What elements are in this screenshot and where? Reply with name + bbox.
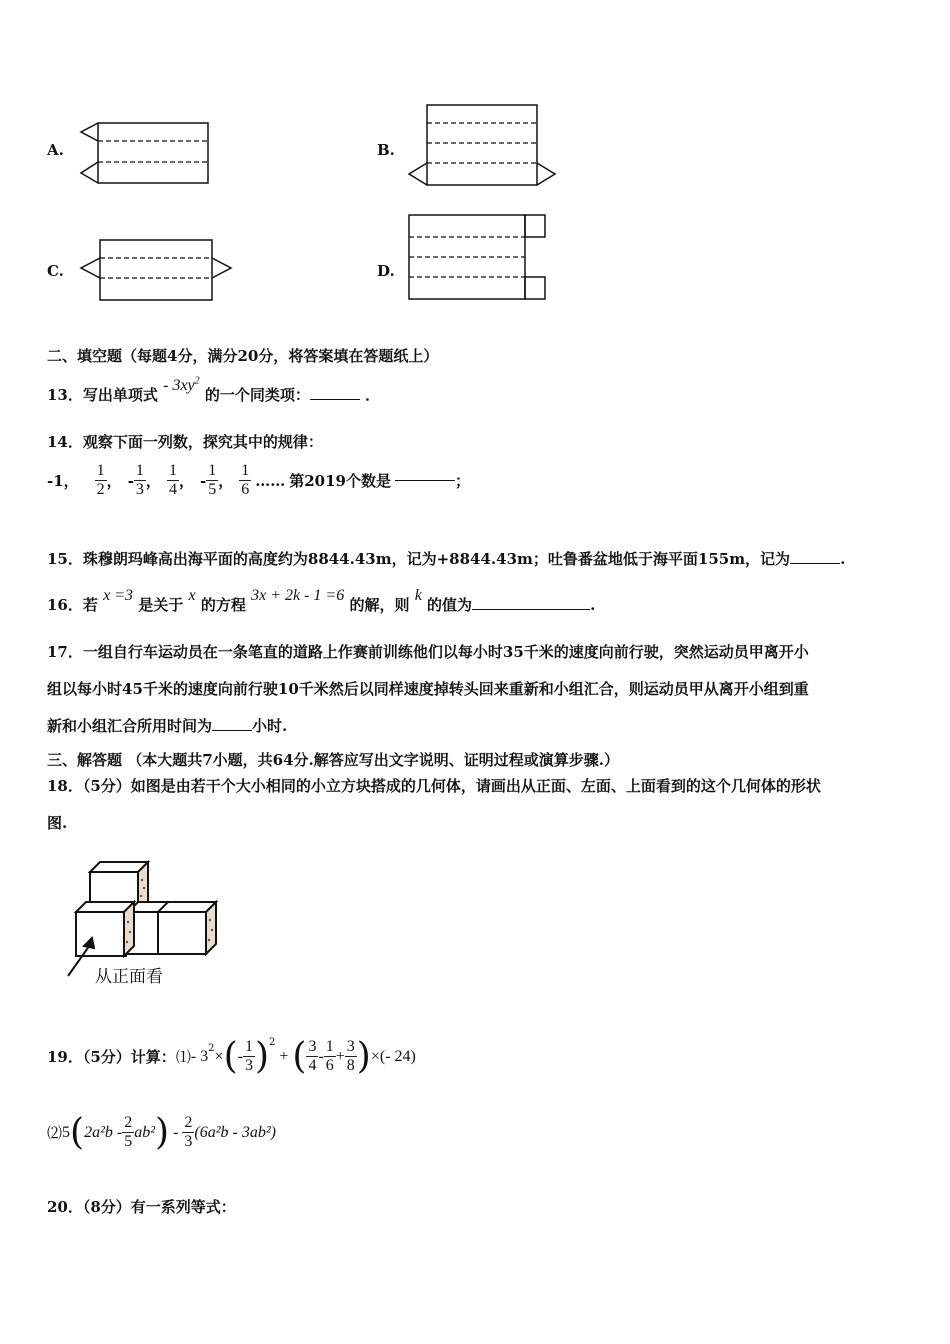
- q13-expression: - $3xy^2$: [163, 375, 200, 394]
- q14-fraction-4: $\frac{1}{5}$: [208, 462, 217, 498]
- cube-figure-caption: 从正面看: [95, 967, 163, 987]
- q16-text-4: 的解，则: [349, 596, 410, 614]
- q14-ellipsis: ……: [255, 471, 286, 490]
- q13-prefix: 13．写出单项式: [47, 386, 158, 404]
- q19-e2-term1: 2a²b -: [84, 1123, 123, 1141]
- option-c-label: C.: [47, 262, 64, 280]
- q15-text: 15．珠穆朗玛峰高出海平面的高度约为8844.43m，记为+8844.43m；吐鲁番盆地低于海平面155m，记为: [47, 550, 791, 568]
- q14-fraction-3: $\frac{1}{4}$: [168, 462, 177, 498]
- q16-math-x: x: [188, 587, 196, 604]
- q19-text: 19．（5分）计算：: [47, 1048, 176, 1066]
- q14-separator: ，: [218, 472, 234, 490]
- q19-e1-minus: -: [237, 1047, 243, 1065]
- section-3-title: 三、解答题 （本大题共7小题，共64分.解答应写出文字说明、证明过程或演算步骤.）: [47, 751, 619, 769]
- q19-e1-plus: +: [279, 1047, 289, 1065]
- question-17-line-3: [47, 715, 287, 736]
- q17-answer-blank[interactable]: [212, 730, 252, 731]
- q16-text-1: 16．若: [47, 596, 98, 614]
- option-a-figure: [78, 118, 213, 188]
- q19-e2-coef: 5: [62, 1123, 71, 1141]
- question-13: [47, 375, 381, 405]
- q19-e2-minus: -: [173, 1123, 179, 1141]
- q14-sign-4: -: [199, 471, 207, 490]
- q19-e1-times: ×: [214, 1047, 224, 1065]
- q19-fraction-2-3: $\frac{2}{3}$: [184, 1114, 193, 1150]
- q19-fraction-3-8: $\frac{3}{8}$: [346, 1038, 355, 1074]
- question-19-part-1: 19．（5分）计算： ⑴ - 3 $^2$ × ( - $\frac{1}{3}$ ) $^2$ + ( $\frac{3}{4}$ - $\frac{1}{6}$ + $\frac{3}{8}$ ) ×(- 24): [47, 1035, 416, 1077]
- q19-e2-tail: (6a²b - 3ab²): [194, 1123, 276, 1141]
- q15-answer-blank[interactable]: [790, 563, 840, 564]
- q17-unit: 小时.: [252, 717, 288, 735]
- q14-separator: ，: [145, 472, 161, 490]
- q14-end: ；: [454, 472, 470, 490]
- option-b-figure: [405, 103, 555, 188]
- q19-part-2-marker: ⑵: [47, 1124, 63, 1142]
- q16-text-3: 的方程: [200, 596, 246, 614]
- q14-separator: ，: [178, 472, 194, 490]
- question-17-line-1: 17．一组自行车运动员在一条笔直的道路上作赛前训练他们以每小时35千米的速度向前行驶，突然运动员甲离开小: [47, 643, 809, 661]
- section-2-title: 二、填空题（每题4分，满分20分，将答案填在答题纸上）: [47, 347, 439, 365]
- q13-suffix: 的一个同类项：: [204, 386, 310, 404]
- q14-fraction-2: $\frac{1}{3}$: [135, 462, 144, 498]
- q19-fraction-2-5: $\frac{2}{5}$: [124, 1114, 133, 1150]
- option-a-label: A.: [47, 141, 64, 159]
- option-d-figure: [405, 212, 550, 302]
- q14-fraction-5: $\frac{1}{6}$: [241, 462, 250, 498]
- q19-e1-exp: 2: [208, 1043, 215, 1054]
- q13-answer-blank[interactable]: [310, 399, 360, 400]
- q19-e1-base: - 3: [190, 1047, 209, 1065]
- question-16: [47, 587, 596, 615]
- q16-math-k: k: [414, 587, 422, 604]
- q16-text-5: 的值为: [427, 596, 473, 614]
- question-17-line-2: 组以每小时45千米的速度向前行驶10千米然后以同样速度掉转头回来重新和小组汇合，则运动员甲从离开小组到重: [47, 680, 809, 698]
- q19-right-paren: ): [254, 1035, 269, 1077]
- q19-e1-minus-2: -: [318, 1047, 324, 1065]
- question-15: [47, 548, 845, 569]
- question-18-line-1: 18．（5分）如图是由若干个大小相同的小立方块搭成的几何体，请画出从正面、左面、上面看到的这个几何体的形状: [47, 777, 821, 795]
- q16-answer-blank[interactable]: [472, 609, 590, 610]
- q14-tail: 第2019个数是: [289, 472, 391, 490]
- q19-fraction-1-3: $\frac{1}{3}$: [244, 1038, 253, 1074]
- q15-end: .: [840, 550, 846, 568]
- q13-end: ．: [365, 386, 381, 404]
- q19-fraction-1-6: $\frac{1}{6}$: [325, 1038, 334, 1074]
- q14-fraction-1: $\frac{1}{2}$: [96, 462, 105, 498]
- option-d-label: D.: [377, 262, 395, 280]
- question-18-line-2: 图.: [47, 814, 68, 832]
- question-19-part-2: ⑵ 5 ( 2a²b - $\frac{2}{5}$ ab² ) - $\frac{2}{3}$ (6a²b - 3ab²): [47, 1111, 276, 1153]
- question-14-text: 14．观察下面一列数，探究其中的规律：: [47, 433, 323, 451]
- q16-equation: 3x + 2k - 1 =6: [251, 587, 345, 604]
- q19-e2-term2: ab²: [134, 1123, 155, 1141]
- question-20: 20．（8分）有一系列等式：: [47, 1198, 236, 1216]
- question-14-sequence: [47, 462, 470, 499]
- q14-sign-2: -: [127, 471, 134, 490]
- q19-part-1-marker: ⑴: [175, 1048, 191, 1066]
- q16-text-2: 是关于: [138, 596, 184, 614]
- q19-left-paren: (: [223, 1035, 238, 1077]
- q14-separator: ，: [106, 472, 122, 490]
- q14-answer-blank[interactable]: [395, 480, 455, 481]
- q16-end: .: [590, 596, 596, 614]
- q14-first-term: -1，: [47, 472, 79, 490]
- q17-text: 新和小组汇合所用时间为: [47, 717, 213, 735]
- q19-e1-plus-2: +: [335, 1047, 345, 1065]
- option-b-label: B.: [377, 141, 395, 159]
- option-c-figure: [78, 236, 238, 302]
- q16-math-x-value: x =3: [103, 587, 134, 604]
- q19-e1-tail: ×(- 24): [370, 1047, 416, 1065]
- q19-fraction-3-4: $\frac{3}{4}$: [308, 1038, 317, 1074]
